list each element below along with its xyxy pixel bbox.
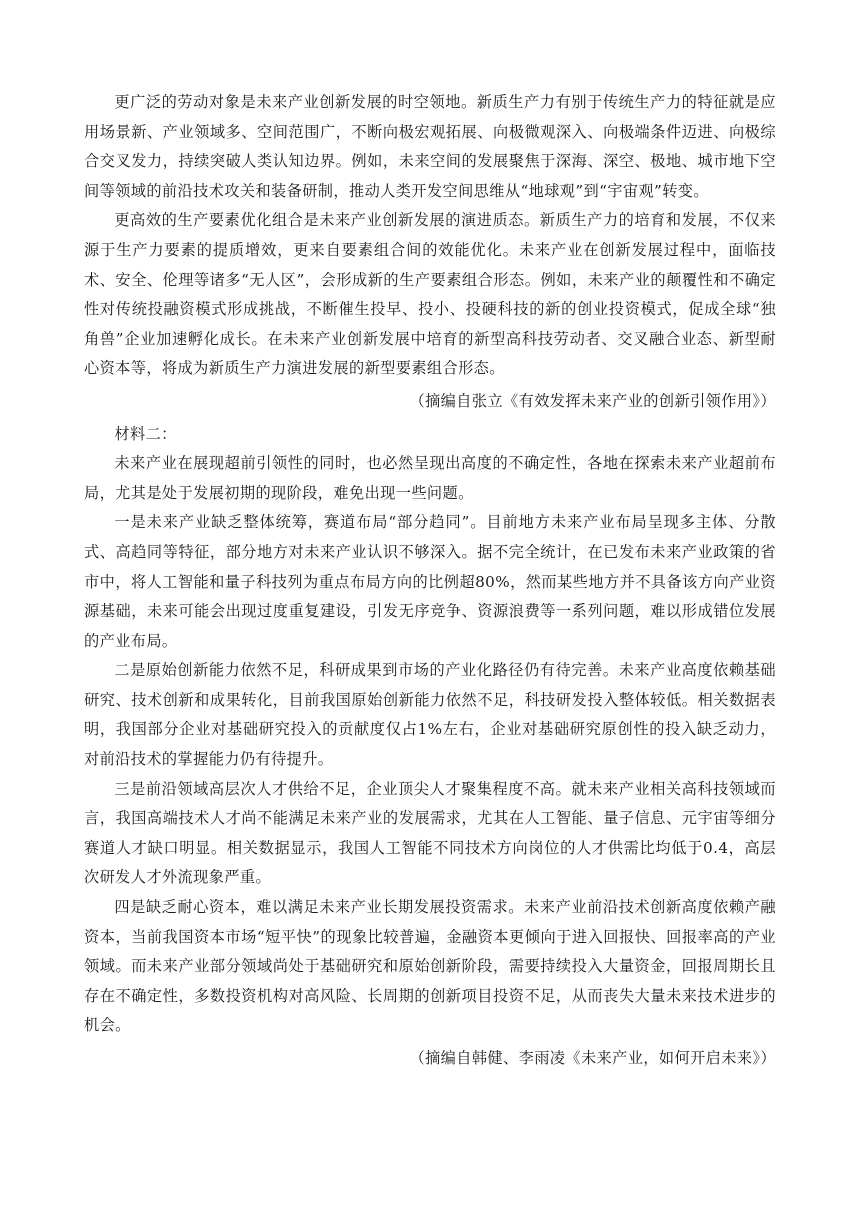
paragraph-point-one: 一是未来产业缺乏整体统筹，赛道布局“部分趋同”。目前地方未来产业布局呈现多主体、分散式、高趋同等特征，部分地方对未来产业认识不够深入。据不完全统计，在已发布未来产业政策的省市中，将人工智能和量子科技列为重点布局方向的比例超80%，然而某些地方并不具备该方向产业资源基础，未来可能会出现过度重复建设，引发无序竞争、资源浪费等一系列问题，难以形成错位发展的产业布局。 — [84, 513, 776, 650]
source-citation-one: （摘编自张立《有效发挥未来产业的创新引领作用》） — [409, 391, 776, 410]
paragraph-point-two: 二是原始创新能力依然不足，科研成果到市场的产业化路径仍有待完善。未来产业高度依赖基础研究、技术创新和成果转化，目前我国原始创新能力依然不足，科技研发投入整体较低。相关数据表明，我国部分企业对基础研究投入的贡献度仅占1%左右，企业对基础研究原创性的投入缺乏动力，对前沿技术的掌握能力仍有待提升。 — [84, 661, 776, 769]
paragraph-point-four: 四是缺乏耐心资本，难以满足未来产业长期发展投资需求。未来产业前沿技术创新高度依赖产融资本，当前我国资本市场“短平快”的现象比较普遍，金融资本更倾向于进入回报快、回报率高的产业领域。而未来产业部分领域尚处于基础研究和原始创新阶段，需要持续投入大量资金，回报周期长且存在不确定性，多数投资机构对高风险、长周期的创新项目投资不足，从而丧失大量未来技术进步的机会。 — [84, 898, 776, 1035]
paragraph-intro-uncertainty: 未来产业在展现超前引领性的同时，也必然呈现出高度的不确定性，各地在探索未来产业超前布局，尤其是处于发展初期的现阶段，难免出现一些问题。 — [84, 454, 776, 502]
paragraph-labor-objects: 更广泛的劳动对象是未来产业创新发展的时空领地。新质生产力有别于传统生产力的特征就是应用场景新、产业领域多、空间范围广，不断向极宏观拓展、向极微观深入、向极端条件迈进、向极综合交叉发力，持续突破人类认知边界。例如，未来空间的发展聚焦于深海、深空、极地、城市地下空间等领域的前沿技术攻关和装备研制，推动人类开发空间思维从“地球观”到“宇宙观”转变。 — [84, 93, 776, 200]
document-page — [84, 88, 776, 1077]
paragraph-factor-combination: 更高效的生产要素优化组合是未来产业创新发展的演进质态。新质生产力的培育和发展，不仅来源于生产力要素的提质增效，更来自要素组合间的效能优化。未来产业在创新发展过程中，面临技术、安全、伦理等诸多“无人区”，会形成新的生产要素组合形态。例如，未来产业的颠覆性和不确定性对传统投融资模式形成挑战，不断催生投早、投小、投硬科技的新的创业投资模式，促成全球“独角兽”企业加速孵化成长。在未来产业创新发展中培育的新型高科技劳动者、交叉融合业态、新型耐心资本等，将成为新质生产力演进发展的新型要素组合形态。 — [84, 211, 776, 378]
paragraph-point-three: 三是前沿领域高层次人才供给不足，企业顶尖人才聚集程度不高。就未来产业相关高科技领域而言，我国高端技术人才尚不能满足未来产业的发展需求，尤其在人工智能、量子信息、元宇宙等细分赛道人才缺口明显。相关数据显示，我国人工智能不同技术方向岗位的人才供需比均低于0.4，高层次研发人才外流现象严重。 — [84, 779, 776, 887]
material-two-heading: 材料二： — [114, 424, 177, 443]
source-citation-two: （摘编自韩健、李雨凌《未来产业，如何开启未来》） — [409, 1049, 776, 1067]
